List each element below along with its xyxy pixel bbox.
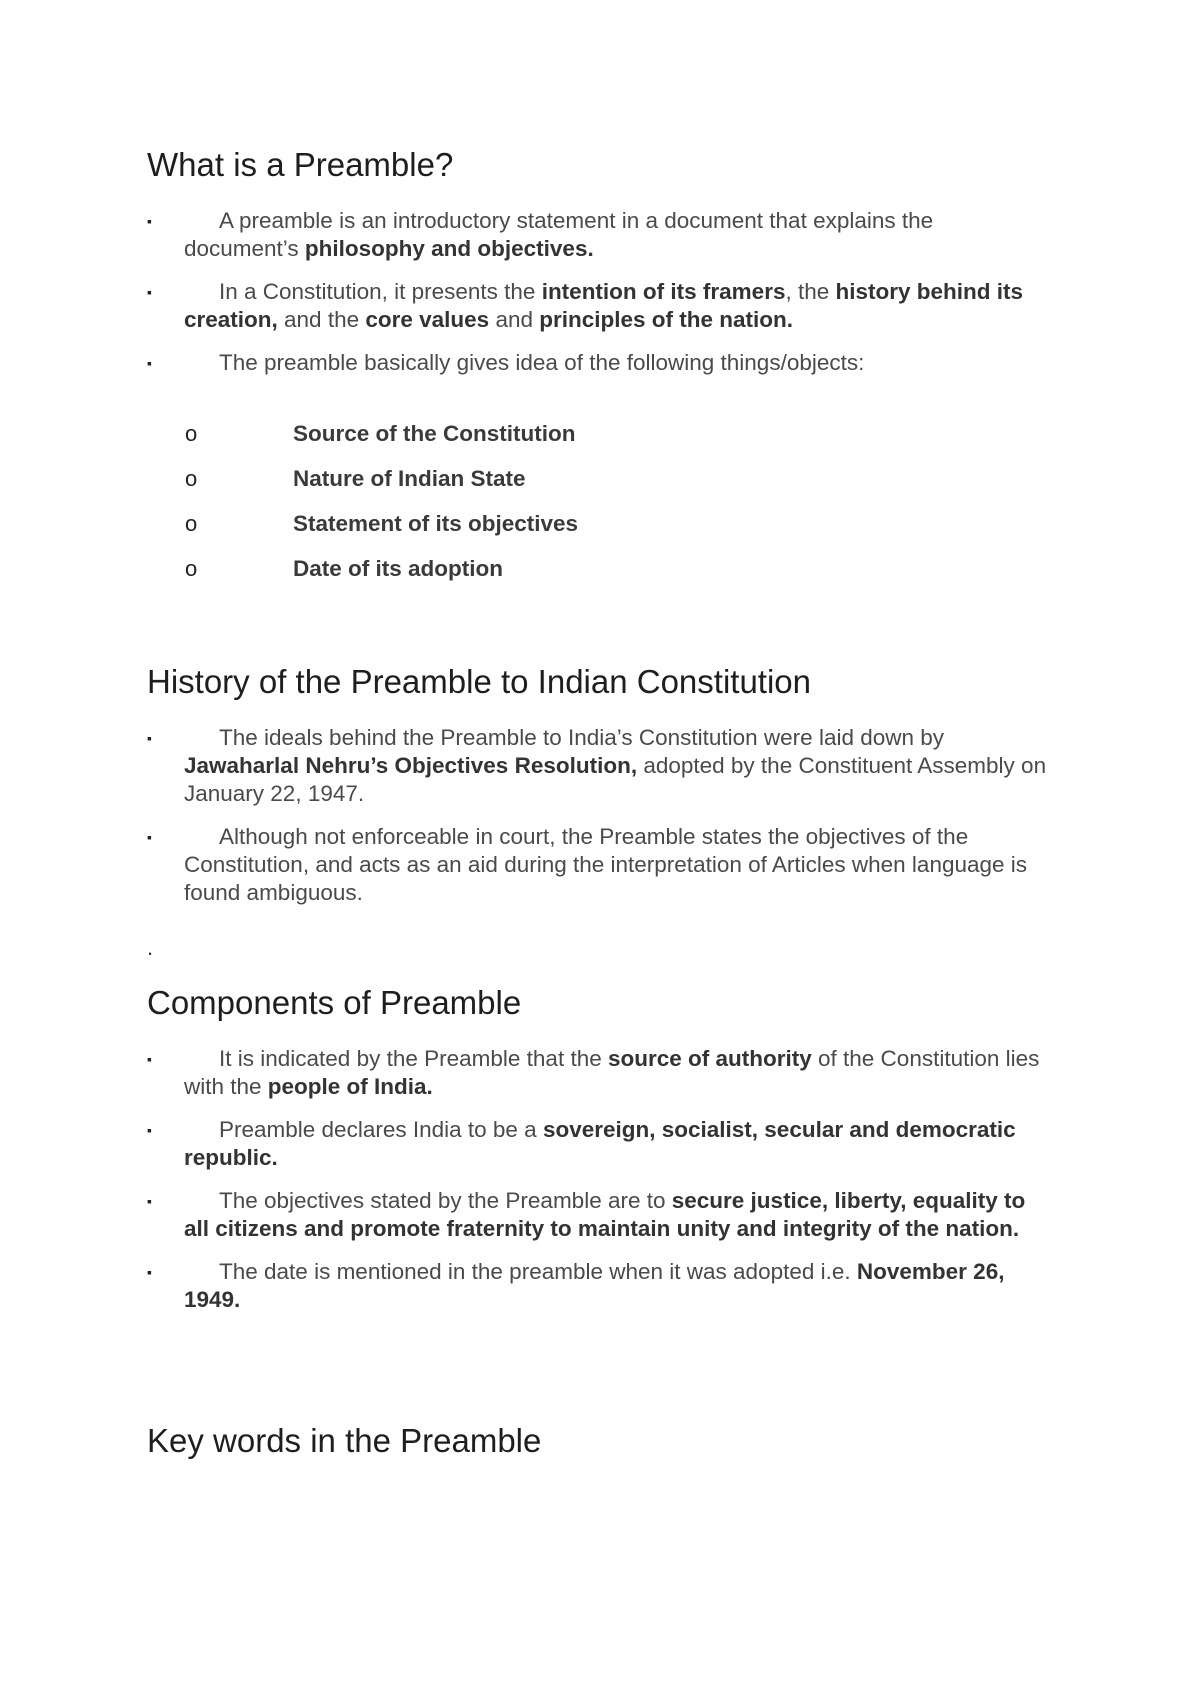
sub-list-item: o Source of the Constitution [185, 421, 576, 446]
list-item: ▪ The preamble basically gives idea of the following things/objects: [147, 350, 865, 375]
section-heading-what-is-preamble: What is a Preamble? [147, 146, 454, 183]
square-bullet-icon: ▪ [147, 284, 152, 300]
square-bullet-icon: ▪ [147, 355, 152, 371]
circle-bullet-icon: o [185, 556, 198, 581]
circle-bullet-icon: o [185, 466, 198, 491]
list-item: ▪ The date is mentioned in the preamble when it was adopted i.e. November 26, 1949. [147, 1259, 1005, 1312]
list-item: ▪ The objectives stated by the Preamble are to secure justice, liberty, equality to all citizens and promote fraternity to maintain unity and integrity of the nation. [147, 1188, 1026, 1241]
square-bullet-icon: ▪ [147, 730, 152, 746]
circle-bullet-icon: o [185, 421, 198, 446]
square-bullet-icon: ▪ [147, 213, 152, 229]
square-bullet-icon: ▪ [147, 1122, 152, 1138]
sub-list-item: o Date of its adoption [185, 556, 503, 581]
trailing-period: . [147, 935, 154, 960]
circle-bullet-icon: o [185, 511, 198, 536]
preamble-ideas-sublist [185, 420, 985, 600]
list-item: ▪ It is indicated by the Preamble that the source of authority of the Constitution lies with the people of India. [147, 1046, 1040, 1099]
sub-list-item: o Nature of Indian State [185, 466, 526, 491]
list-item: ▪ Although not enforceable in court, the Preamble states the objectives of the Constitution, and acts as an aid during the interpretation of Articles when language is found ambiguous. [147, 824, 1028, 905]
square-bullet-icon: ▪ [147, 1051, 152, 1067]
square-bullet-icon: ▪ [147, 1264, 152, 1280]
list-item: ▪ A preamble is an introductory statement in a document that explains the document’s philosophy and objectives. [147, 208, 934, 261]
preamble-definition-list [147, 207, 1047, 392]
list-item: ▪ In a Constitution, it presents the intention of its framers, the history behind its creation, and the core values and principles of the nation. [147, 279, 1024, 332]
list-item: ▪ The ideals behind the Preamble to India’s Constitution were laid down by Jawaharlal Nehru’s Objectives Resolution, adopted by the Constituent Assembly on January 22, 1947. [147, 725, 1047, 806]
sub-list-item: o Statement of its objectives [185, 511, 579, 536]
square-bullet-icon: ▪ [147, 829, 152, 845]
components-list [147, 1045, 1047, 1329]
section-heading-history: History of the Preamble to Indian Constitution [147, 663, 812, 700]
section-heading-components: Components of Preamble [147, 984, 522, 1021]
list-item: ▪ Preamble declares India to be a sovereign, socialist, secular and democratic republic. [147, 1117, 1016, 1170]
square-bullet-icon: ▪ [147, 1193, 152, 1209]
section-heading-key-words: Key words in the Preamble [147, 1422, 542, 1459]
history-list [147, 724, 1047, 922]
